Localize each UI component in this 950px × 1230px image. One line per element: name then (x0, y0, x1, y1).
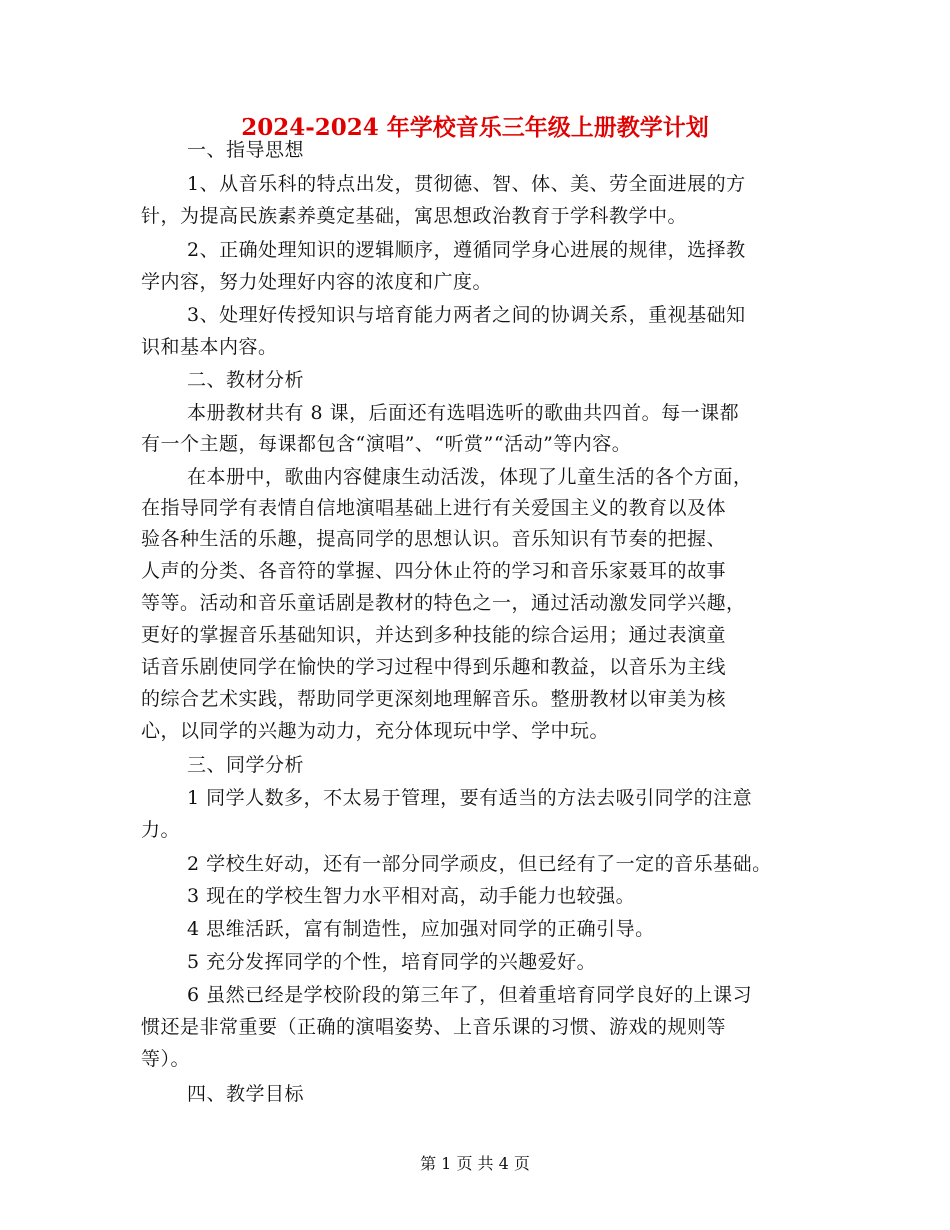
body-line: 2 学校生好动，还有一部分同学顽皮，但已经有了一定的音乐基础。 (187, 853, 772, 875)
section-heading: 四、教学目标 (187, 1083, 305, 1105)
body-line: 心，以同学的兴趣为动力，充分体现玩中学、学中玩。 (141, 720, 610, 742)
body-line: 学内容，努力处理好内容的浓度和广度。 (141, 271, 493, 293)
body-line: 在本册中，歌曲内容健康生动活泼，体现了儿童生活的各个方面， (187, 466, 753, 488)
body-line: 的综合艺术实践，帮助同学更深刻地理解音乐。整册教材以审美为核 (141, 688, 727, 710)
body-line: 有一个主题，每课都包含“演唱”、“听赏”“活动”等内容。 (141, 433, 632, 455)
body-line: 识和基本内容。 (141, 336, 278, 358)
body-line: 4 思维活跃，富有制造性，应加强对同学的正确引导。 (187, 918, 655, 940)
document-title: 2024-2024 年学校音乐三年级上册教学计划 (241, 114, 709, 141)
body-line: 在指导同学有表情自信地演唱基础上进行有关爱国主义的教育以及体 (141, 497, 727, 519)
body-line: 1 同学人数多，不太易于管理，要有适当的方法去吸引同学的注意 (187, 787, 753, 809)
body-line: 验各种生活的乐趣，提高同学的思想认识。音乐知识有节奏的把握、 (141, 528, 727, 550)
body-line: 惯还是非常重要（正确的演唱姿势、上音乐课的习惯、游戏的规则等 (141, 1016, 727, 1038)
body-line: 本册教材共有 8 课，后面还有选唱选听的歌曲共四首。每一课都 (187, 402, 740, 424)
body-line: 1、从音乐科的特点出发，贯彻德、智、体、美、劳全面进展的方 (187, 173, 746, 195)
page-number-footer: 第 1 页 共 4 页 (420, 1154, 530, 1173)
body-line: 等）。 (141, 1048, 191, 1070)
body-line: 3、处理好传授知识与培育能力两者之间的协调关系，重视基础知 (187, 304, 746, 326)
body-line: 等等。活动和音乐童话剧是教材的特色之一，通过活动激发同学兴趣， (141, 592, 746, 614)
section-heading: 一、指导思想 (187, 139, 305, 161)
body-line: 6 虽然已经是学校阶段的第三年了，但着重培育同学良好的上课习 (187, 984, 753, 1006)
body-line: 3 现在的学校生智力水平相对高，动手能力也较强。 (187, 885, 636, 907)
body-line: 力。 (141, 819, 181, 841)
section-heading: 三、同学分析 (187, 754, 305, 776)
body-line: 人声的分类、各音符的掌握、四分休止符的学习和音乐家聂耳的故事 (141, 560, 727, 582)
body-line: 话音乐剧使同学在愉快的学习过程中得到乐趣和教益，以音乐为主线 (141, 656, 727, 678)
body-line: 更好的掌握音乐基础知识，并达到多种技能的综合运用；通过表演童 (141, 624, 727, 646)
body-line: 针，为提高民族素养奠定基础，寓思想政治教育于学科教学中。 (141, 205, 688, 227)
body-line: 5 充分发挥同学的个性，培育同学的兴趣爱好。 (187, 951, 597, 973)
section-heading: 二、教材分析 (187, 369, 305, 391)
body-line: 2、正确处理知识的逻辑顺序，遵循同学身心进展的规律，选择教 (187, 239, 746, 261)
